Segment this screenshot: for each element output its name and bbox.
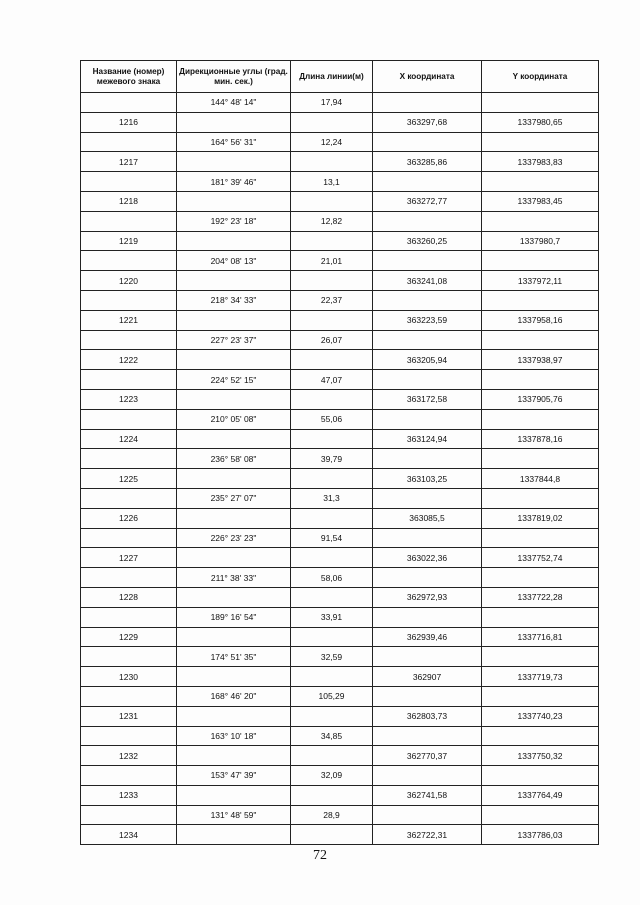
cell-name: 1218 bbox=[81, 191, 177, 211]
cell-angle bbox=[177, 627, 291, 647]
cell-name: 1216 bbox=[81, 112, 177, 132]
cell-x bbox=[373, 488, 482, 508]
cell-name bbox=[81, 370, 177, 390]
table-row bbox=[81, 667, 599, 687]
table-header-row bbox=[81, 61, 599, 93]
table-row bbox=[81, 726, 599, 746]
table-row bbox=[81, 488, 599, 508]
cell-length: 33,91 bbox=[291, 607, 373, 627]
cell-y bbox=[482, 132, 599, 152]
cell-x: 363241,08 bbox=[373, 271, 482, 291]
cell-length: 39,79 bbox=[291, 449, 373, 469]
cell-length: 13,1 bbox=[291, 172, 373, 192]
cell-length bbox=[291, 152, 373, 172]
cell-length: 28,9 bbox=[291, 805, 373, 825]
cell-length bbox=[291, 271, 373, 291]
cell-length: 12,24 bbox=[291, 132, 373, 152]
cell-angle bbox=[177, 825, 291, 845]
cell-x: 363297,68 bbox=[373, 112, 482, 132]
table-row bbox=[81, 469, 599, 489]
cell-y bbox=[482, 449, 599, 469]
cell-y bbox=[482, 330, 599, 350]
table-row bbox=[81, 93, 599, 113]
cell-y: 1337905,76 bbox=[482, 389, 599, 409]
cell-x: 363223,59 bbox=[373, 310, 482, 330]
cell-y bbox=[482, 93, 599, 113]
cell-name: 1225 bbox=[81, 469, 177, 489]
cell-length bbox=[291, 429, 373, 449]
cell-angle bbox=[177, 152, 291, 172]
cell-length: 32,59 bbox=[291, 647, 373, 667]
cell-x: 363124,94 bbox=[373, 429, 482, 449]
cell-name bbox=[81, 172, 177, 192]
cell-angle bbox=[177, 667, 291, 687]
cell-length: 105,29 bbox=[291, 686, 373, 706]
cell-length bbox=[291, 667, 373, 687]
cell-angle bbox=[177, 587, 291, 607]
cell-name: 1217 bbox=[81, 152, 177, 172]
cell-angle: 131° 48' 59" bbox=[177, 805, 291, 825]
cell-length: 34,85 bbox=[291, 726, 373, 746]
table-row bbox=[81, 785, 599, 805]
cell-name bbox=[81, 211, 177, 231]
cell-length bbox=[291, 825, 373, 845]
cell-angle bbox=[177, 429, 291, 449]
cell-name: 1234 bbox=[81, 825, 177, 845]
header-x: X координата bbox=[373, 61, 482, 93]
cell-y: 1337750,32 bbox=[482, 746, 599, 766]
cell-y bbox=[482, 568, 599, 588]
table-row bbox=[81, 330, 599, 350]
table-row bbox=[81, 251, 599, 271]
cell-angle bbox=[177, 389, 291, 409]
cell-x: 363085,5 bbox=[373, 508, 482, 528]
cell-angle: 227° 23' 37" bbox=[177, 330, 291, 350]
cell-angle: 192° 23' 18" bbox=[177, 211, 291, 231]
cell-y bbox=[482, 488, 599, 508]
cell-x bbox=[373, 528, 482, 548]
cell-x: 363103,25 bbox=[373, 469, 482, 489]
cell-angle bbox=[177, 112, 291, 132]
cell-y bbox=[482, 726, 599, 746]
table-row bbox=[81, 191, 599, 211]
cell-length bbox=[291, 706, 373, 726]
table-row bbox=[81, 805, 599, 825]
cell-name: 1231 bbox=[81, 706, 177, 726]
cell-name: 1224 bbox=[81, 429, 177, 449]
cell-x: 362770,37 bbox=[373, 746, 482, 766]
cell-y: 1337878,16 bbox=[482, 429, 599, 449]
cell-y bbox=[482, 290, 599, 310]
cell-x bbox=[373, 726, 482, 746]
table-row bbox=[81, 409, 599, 429]
cell-y: 1337983,83 bbox=[482, 152, 599, 172]
cell-x bbox=[373, 172, 482, 192]
cell-x bbox=[373, 766, 482, 786]
cell-name: 1227 bbox=[81, 548, 177, 568]
header-length: Длина линии(м) bbox=[291, 61, 373, 93]
cell-y: 1337740,23 bbox=[482, 706, 599, 726]
cell-x bbox=[373, 647, 482, 667]
cell-angle: 226° 23' 23" bbox=[177, 528, 291, 548]
cell-name: 1222 bbox=[81, 350, 177, 370]
cell-angle: 211° 38' 33" bbox=[177, 568, 291, 588]
cell-y: 1337844,8 bbox=[482, 469, 599, 489]
cell-y bbox=[482, 528, 599, 548]
cell-y bbox=[482, 211, 599, 231]
table-row bbox=[81, 389, 599, 409]
cell-length bbox=[291, 627, 373, 647]
cell-angle: 204° 08' 13" bbox=[177, 251, 291, 271]
cell-angle bbox=[177, 469, 291, 489]
cell-x bbox=[373, 251, 482, 271]
cell-name bbox=[81, 409, 177, 429]
cell-length bbox=[291, 469, 373, 489]
header-name: Название (номер) межевого знака bbox=[81, 61, 177, 93]
cell-length bbox=[291, 587, 373, 607]
cell-x bbox=[373, 330, 482, 350]
cell-y bbox=[482, 251, 599, 271]
cell-y bbox=[482, 409, 599, 429]
cell-y bbox=[482, 172, 599, 192]
cell-angle bbox=[177, 746, 291, 766]
cell-x: 362803,73 bbox=[373, 706, 482, 726]
cell-x bbox=[373, 409, 482, 429]
cell-angle: 210° 05' 08" bbox=[177, 409, 291, 429]
cell-name bbox=[81, 488, 177, 508]
table-row bbox=[81, 310, 599, 330]
cell-angle: 164° 56' 31" bbox=[177, 132, 291, 152]
table-row bbox=[81, 449, 599, 469]
table-row bbox=[81, 231, 599, 251]
cell-length bbox=[291, 231, 373, 251]
table-row bbox=[81, 370, 599, 390]
cell-name bbox=[81, 686, 177, 706]
cell-x bbox=[373, 132, 482, 152]
cell-name: 1233 bbox=[81, 785, 177, 805]
cell-y: 1337819,02 bbox=[482, 508, 599, 528]
cell-y bbox=[482, 607, 599, 627]
cell-name: 1220 bbox=[81, 271, 177, 291]
cell-x: 363285,86 bbox=[373, 152, 482, 172]
cell-x: 362741,58 bbox=[373, 785, 482, 805]
cell-y: 1337980,65 bbox=[482, 112, 599, 132]
cell-x: 363272,77 bbox=[373, 191, 482, 211]
cell-length: 58,06 bbox=[291, 568, 373, 588]
cell-x bbox=[373, 805, 482, 825]
cell-name: 1229 bbox=[81, 627, 177, 647]
table-row bbox=[81, 825, 599, 845]
cell-angle bbox=[177, 785, 291, 805]
cell-length bbox=[291, 350, 373, 370]
cell-name: 1226 bbox=[81, 508, 177, 528]
cell-name: 1223 bbox=[81, 389, 177, 409]
table-row bbox=[81, 350, 599, 370]
cell-y: 1337722,28 bbox=[482, 587, 599, 607]
cell-length: 17,94 bbox=[291, 93, 373, 113]
cell-x: 363260,25 bbox=[373, 231, 482, 251]
cell-length: 32,09 bbox=[291, 766, 373, 786]
table-body bbox=[81, 93, 599, 845]
cell-name bbox=[81, 449, 177, 469]
cell-name bbox=[81, 93, 177, 113]
cell-x bbox=[373, 686, 482, 706]
cell-length bbox=[291, 746, 373, 766]
cell-x: 362939,46 bbox=[373, 627, 482, 647]
cell-x bbox=[373, 211, 482, 231]
cell-name bbox=[81, 290, 177, 310]
cell-angle: 236° 58' 08" bbox=[177, 449, 291, 469]
cell-length bbox=[291, 785, 373, 805]
cell-name: 1219 bbox=[81, 231, 177, 251]
table-row bbox=[81, 548, 599, 568]
cell-name bbox=[81, 726, 177, 746]
cell-angle: 163° 10' 18" bbox=[177, 726, 291, 746]
table-row bbox=[81, 706, 599, 726]
cell-x bbox=[373, 93, 482, 113]
cell-name bbox=[81, 568, 177, 588]
cell-length: 55,06 bbox=[291, 409, 373, 429]
cell-name: 1228 bbox=[81, 587, 177, 607]
cell-name: 1221 bbox=[81, 310, 177, 330]
header-y: Y координата bbox=[482, 61, 599, 93]
table-row bbox=[81, 211, 599, 231]
table-row bbox=[81, 686, 599, 706]
cell-name bbox=[81, 330, 177, 350]
cell-length bbox=[291, 389, 373, 409]
cell-x: 363205,94 bbox=[373, 350, 482, 370]
cell-y bbox=[482, 805, 599, 825]
table-row bbox=[81, 568, 599, 588]
cell-x: 362972,93 bbox=[373, 587, 482, 607]
cell-name bbox=[81, 251, 177, 271]
cell-angle bbox=[177, 508, 291, 528]
cell-length bbox=[291, 310, 373, 330]
cell-x: 363022,36 bbox=[373, 548, 482, 568]
cell-angle bbox=[177, 350, 291, 370]
boundary-coordinates-table bbox=[80, 60, 599, 845]
cell-name bbox=[81, 647, 177, 667]
cell-x: 362722,31 bbox=[373, 825, 482, 845]
cell-length: 12,82 bbox=[291, 211, 373, 231]
cell-angle: 181° 39' 46" bbox=[177, 172, 291, 192]
cell-name bbox=[81, 805, 177, 825]
cell-y bbox=[482, 686, 599, 706]
table-row bbox=[81, 112, 599, 132]
cell-y bbox=[482, 766, 599, 786]
table-row bbox=[81, 132, 599, 152]
cell-x bbox=[373, 449, 482, 469]
cell-length bbox=[291, 508, 373, 528]
cell-length: 31,3 bbox=[291, 488, 373, 508]
cell-y: 1337980,7 bbox=[482, 231, 599, 251]
cell-name: 1230 bbox=[81, 667, 177, 687]
cell-length bbox=[291, 548, 373, 568]
cell-length: 91,54 bbox=[291, 528, 373, 548]
cell-y: 1337938,97 bbox=[482, 350, 599, 370]
cell-y: 1337983,45 bbox=[482, 191, 599, 211]
table-row bbox=[81, 587, 599, 607]
cell-angle bbox=[177, 548, 291, 568]
table-row bbox=[81, 152, 599, 172]
cell-length: 47,07 bbox=[291, 370, 373, 390]
cell-y bbox=[482, 370, 599, 390]
cell-y bbox=[482, 647, 599, 667]
cell-x bbox=[373, 370, 482, 390]
cell-name bbox=[81, 607, 177, 627]
cell-name bbox=[81, 528, 177, 548]
cell-angle bbox=[177, 271, 291, 291]
cell-angle bbox=[177, 310, 291, 330]
cell-length bbox=[291, 112, 373, 132]
table-row bbox=[81, 627, 599, 647]
cell-name bbox=[81, 766, 177, 786]
cell-angle: 144° 48' 14" bbox=[177, 93, 291, 113]
cell-length: 22,37 bbox=[291, 290, 373, 310]
table-row bbox=[81, 607, 599, 627]
cell-length: 26,07 bbox=[291, 330, 373, 350]
table-row bbox=[81, 746, 599, 766]
cell-angle bbox=[177, 706, 291, 726]
cell-name: 1232 bbox=[81, 746, 177, 766]
table-row bbox=[81, 271, 599, 291]
cell-length: 21,01 bbox=[291, 251, 373, 271]
cell-x bbox=[373, 290, 482, 310]
cell-angle: 218° 34' 33" bbox=[177, 290, 291, 310]
cell-angle bbox=[177, 191, 291, 211]
cell-y: 1337752,74 bbox=[482, 548, 599, 568]
cell-x: 363172,58 bbox=[373, 389, 482, 409]
cell-y: 1337764,49 bbox=[482, 785, 599, 805]
table-row bbox=[81, 766, 599, 786]
cell-angle: 235° 27' 07" bbox=[177, 488, 291, 508]
cell-x: 362907 bbox=[373, 667, 482, 687]
cell-angle: 224° 52' 15" bbox=[177, 370, 291, 390]
header-angles: Дирекционные углы (град. мин. сек.) bbox=[177, 61, 291, 93]
cell-angle: 174° 51' 35" bbox=[177, 647, 291, 667]
table-row bbox=[81, 290, 599, 310]
cell-y: 1337719,73 bbox=[482, 667, 599, 687]
page-number: 72 bbox=[313, 848, 327, 863]
table-row bbox=[81, 429, 599, 449]
cell-length bbox=[291, 191, 373, 211]
cell-angle: 168° 46' 20" bbox=[177, 686, 291, 706]
table-row bbox=[81, 647, 599, 667]
cell-y: 1337972,11 bbox=[482, 271, 599, 291]
cell-name bbox=[81, 132, 177, 152]
cell-angle: 153° 47' 39" bbox=[177, 766, 291, 786]
table-row bbox=[81, 172, 599, 192]
cell-angle bbox=[177, 231, 291, 251]
cell-y: 1337958,16 bbox=[482, 310, 599, 330]
table-row bbox=[81, 508, 599, 528]
table-row bbox=[81, 528, 599, 548]
cell-x bbox=[373, 607, 482, 627]
cell-angle: 189° 16' 54" bbox=[177, 607, 291, 627]
cell-y: 1337786,03 bbox=[482, 825, 599, 845]
cell-y: 1337716,81 bbox=[482, 627, 599, 647]
cell-x bbox=[373, 568, 482, 588]
